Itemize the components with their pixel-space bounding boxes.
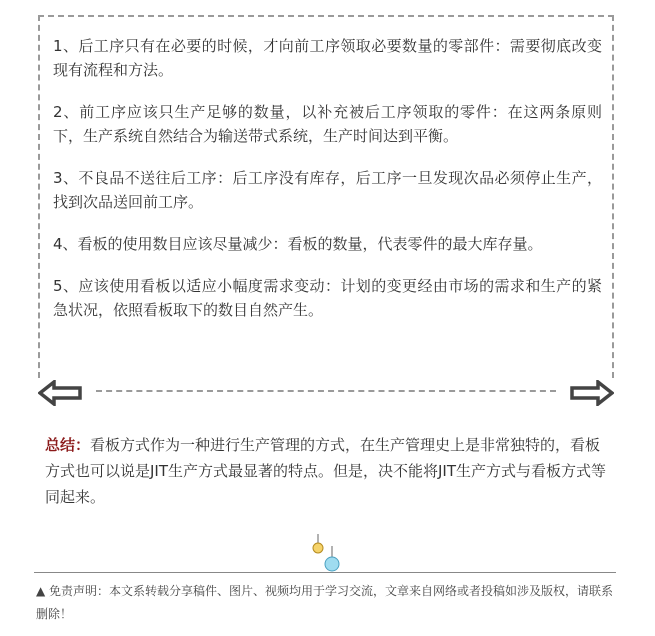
dashed-divider: [96, 390, 556, 392]
content-box: [38, 15, 614, 378]
disclaimer-text: ▲ 免责声明：本文系转载分享稿件、图片、视频均用于学习交流，文章来自网络或者投稿如涉及版权，请联系删除！: [36, 584, 614, 621]
list-item: 2、前工序应该只生产足够的数量，以补充被后工序领取的零件：在这两条原则下，生产系统自然结合为输送带式系统，生产时间达到平衡。: [53, 103, 602, 145]
list-item: 3、不良品不送往后工序：后工序没有库存，后工序一旦发现次品必须停止生产，找到次品送回前工序。: [53, 169, 602, 211]
list-item: 1、后工序只有在必要的时候，才向前工序领取必要数量的零部件：需要彻底改变现有流程和方法。: [53, 37, 602, 79]
rules-list: [40, 17, 612, 322]
list-item: 4、看板的使用数目应该尽量减少：看板的数量，代表零件的最大库存量。: [53, 235, 543, 253]
arrow-right-icon[interactable]: [570, 380, 614, 406]
list-item: 5、应该使用看板以适应小幅度需求变动：计划的变更经由市场的需求和生产的紧急状况，依照看板取下的数目自然产生。: [53, 277, 602, 319]
arrow-left-icon[interactable]: [38, 380, 82, 406]
footer-rule: [34, 572, 616, 573]
summary-label: 总结：: [45, 436, 91, 454]
summary-paragraph: [45, 432, 610, 510]
pager-row: [36, 378, 616, 408]
balloon-decoration-icon: [308, 532, 348, 572]
summary-text: 看板方式作为一种进行生产管理的方式，在生产管理史上是非常独特的，看板方式也可以说是JIT生产方式最显著的特点。但是，决不能将JIT生产方式与看板方式等同起来。: [45, 436, 607, 506]
